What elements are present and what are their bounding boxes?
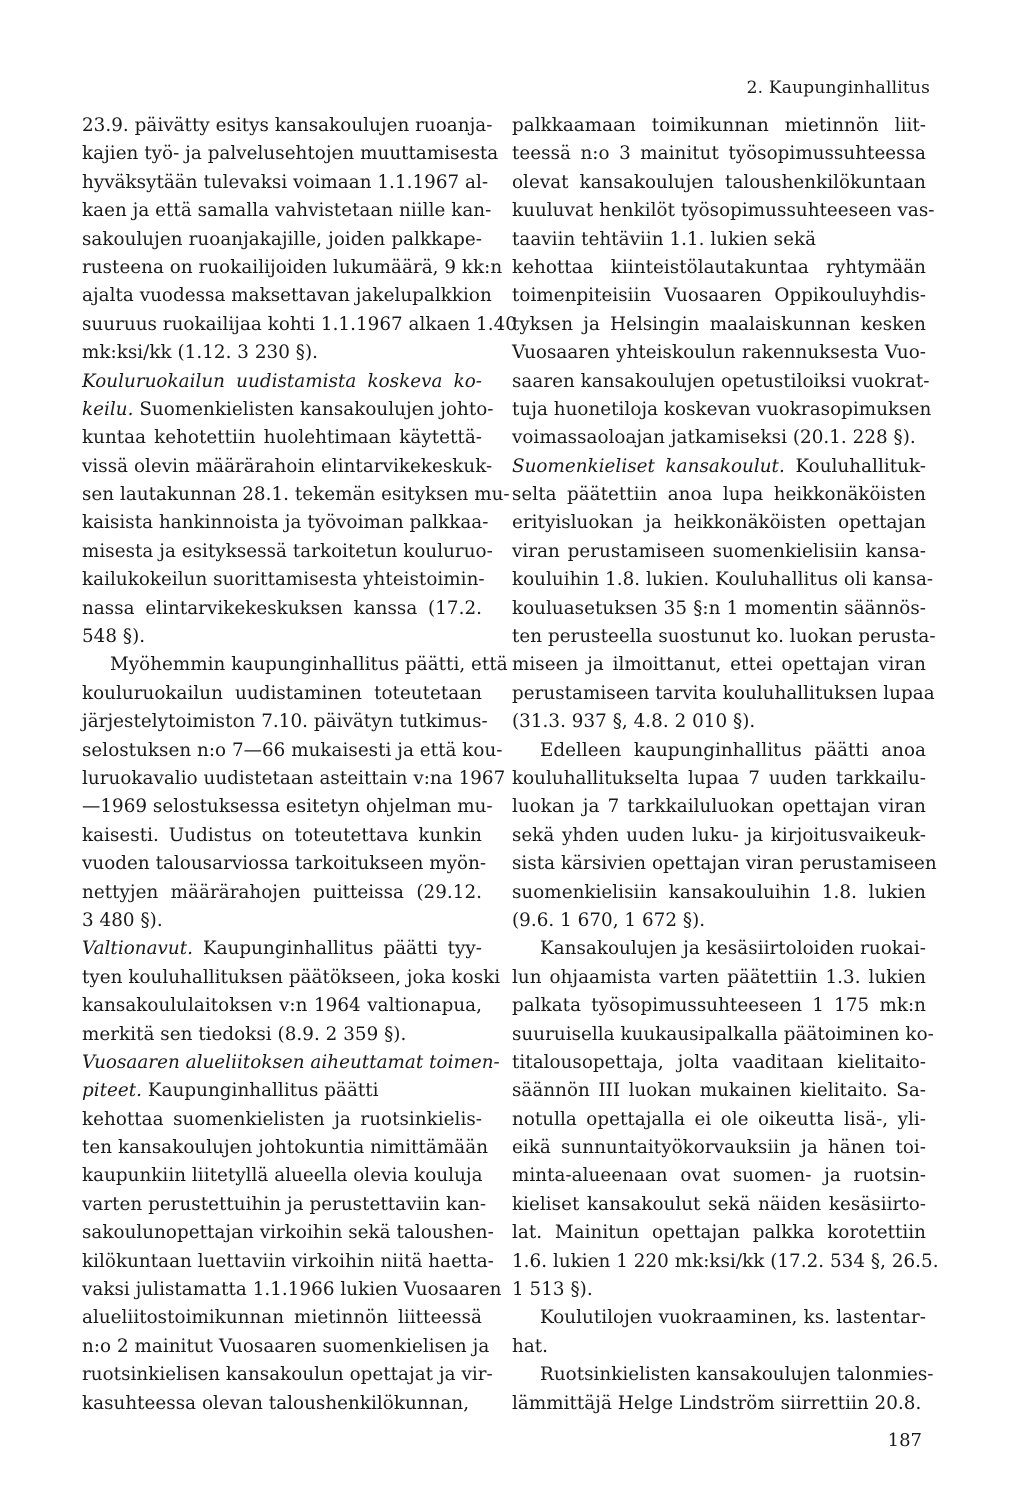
- text-line: [512, 850, 937, 878]
- line-text: kailukokeilun suorittamisesta yhteistoimin-: [82, 569, 485, 591]
- line-text: lun ohjaamista varten päätettiin 1.3. lukien: [512, 966, 926, 988]
- text-line: [82, 1021, 482, 1049]
- text-line: [512, 1021, 934, 1049]
- italic-heading: piteet.: [82, 1080, 143, 1102]
- text-line: [512, 935, 926, 963]
- line-text: järjestelytoimiston 7.10. päivätyn tutkimus-: [82, 711, 488, 733]
- line-text: Kouluhallituk-: [784, 455, 926, 477]
- line-text: 23.9. päivätty esitys kansakoulujen ruoanja-: [82, 115, 493, 136]
- text-line: [82, 1106, 482, 1134]
- line-text: selta päätettiin anoa lupa heikkonäköisten: [512, 484, 926, 506]
- text-line: [82, 680, 482, 708]
- text-line: [512, 169, 926, 197]
- line-text: kouluruokailun uudistaminen toteutetaan: [82, 682, 482, 704]
- line-text: kuuluvat henkilöt työsopimussuhteeseen vas-: [512, 200, 935, 222]
- line-text: sakoulujen ruoanjakajille, joiden palkkape-: [82, 228, 482, 250]
- line-text: tuja huonetiloja koskevan vuokrasopimuksen: [512, 398, 932, 420]
- text-line: [82, 1276, 502, 1304]
- text-line: [82, 1077, 482, 1105]
- line-text: kouluhallitukselta lupaa 7 uuden tarkkailu-: [512, 767, 926, 789]
- text-line: [512, 566, 934, 594]
- text-line: [512, 822, 926, 850]
- line-text: vissä olevin määrärahoin elintarvikekeskuk-: [82, 455, 493, 477]
- text-line: [512, 1219, 926, 1247]
- line-text: hat.: [512, 1335, 549, 1357]
- text-line: [82, 1191, 487, 1219]
- text-line: [82, 424, 482, 452]
- text-line: [512, 368, 930, 396]
- text-line: [82, 595, 482, 623]
- text-line: [82, 1304, 482, 1332]
- text-line: [512, 708, 926, 736]
- line-text: kaen ja että samalla vahvistetaan niille kan-: [82, 200, 492, 222]
- text-line: [512, 396, 932, 424]
- line-text: viran perustamiseen suomenkielisiin kansa-: [512, 540, 926, 562]
- text-line: [82, 1162, 482, 1190]
- text-line: [82, 226, 482, 254]
- text-line: [512, 311, 926, 339]
- text-line: [512, 964, 926, 992]
- page-number: 187: [887, 1430, 922, 1451]
- line-text: 3 480 §).: [82, 909, 163, 931]
- text-line: [82, 935, 482, 963]
- line-text: —1969 selostuksessa esitetyn ohjelman mu-: [82, 796, 493, 818]
- text-line: [82, 197, 492, 225]
- text-line: [82, 1134, 489, 1162]
- text-line: [82, 765, 506, 793]
- text-line: [82, 737, 503, 765]
- line-text: tyksen ja Helsingin maalaiskunnan kesken: [512, 313, 926, 335]
- text-line: [512, 197, 935, 225]
- line-text: kehottaa suomenkielisten ja ruotsinkielis-: [82, 1108, 482, 1130]
- text-line: [512, 453, 926, 481]
- line-text: minta-alueenaan ovat suomen- ja ruotsin-: [512, 1165, 926, 1187]
- text-line: [82, 651, 508, 679]
- text-line: [512, 1134, 926, 1162]
- line-text: ten kansakoulujen johtokuntia nimittämään: [82, 1137, 489, 1159]
- line-text: kouluihin 1.8. lukien. Kouluhallitus oli kansa-: [512, 569, 934, 591]
- text-line: [512, 1390, 926, 1418]
- line-text: kehottaa kiinteistölautakuntaa ryhtymään: [512, 256, 926, 278]
- line-text: suomenkielisiin kansakouluihin 1.8. lukien: [512, 881, 926, 903]
- italic-heading: Suomenkieliset kansakoulut.: [512, 455, 785, 477]
- line-text: Myöhemmin kaupunginhallitus päätti, että: [110, 654, 508, 676]
- line-text: nassa elintarvikekeskuksen kanssa (17.2.: [82, 597, 482, 619]
- line-text: 548 §).: [82, 626, 146, 648]
- line-text: luruokavalio uudistetaan asteittain v:na 1967: [82, 767, 506, 789]
- text-line: [82, 1361, 493, 1389]
- line-text: palkkaamaan toimikunnan mietinnön liit-: [512, 115, 926, 136]
- line-text: kasuhteessa olevan taloushenkilökunnan,: [82, 1392, 470, 1414]
- line-text: titalousopettaja, jolta vaaditaan kielitaito-: [512, 1051, 926, 1073]
- text-line: [82, 708, 488, 736]
- text-line: [512, 509, 926, 537]
- line-text: 1 513 §).: [512, 1279, 593, 1301]
- text-line: [512, 907, 926, 935]
- line-text: alueliitostoimikunnan mietinnön liitteessä: [82, 1307, 482, 1329]
- text-line: [512, 680, 935, 708]
- text-line: [82, 822, 482, 850]
- text-line: [82, 538, 493, 566]
- line-text: luokan ja 7 tarkkailuluokan opettajan viran: [512, 796, 926, 818]
- line-text: toimenpiteisiin Vuosaaren Oppikouluyhdis-: [512, 285, 926, 307]
- line-text: taaviin tehtäviin 1.1. lukien sekä: [512, 228, 817, 250]
- text-line: [82, 282, 492, 310]
- line-text: saaren kansakoulujen opetustiloiksi vuokrat-: [512, 370, 930, 392]
- line-text: misesta ja esityksessä tarkoitetun kouluruo-: [82, 540, 493, 562]
- line-text: (31.3. 937 §, 4.8. 2 010 §).: [512, 711, 756, 733]
- text-line: [82, 140, 499, 168]
- text-line: [82, 311, 517, 339]
- text-line: [82, 964, 501, 992]
- line-text: vaksi julistamatta 1.1.1966 lukien Vuosaaren: [82, 1279, 502, 1301]
- text-line: [512, 254, 926, 282]
- line-text: miseen ja ilmoittanut, ettei opettajan viran: [512, 654, 926, 676]
- italic-heading: Valtionavut.: [82, 938, 194, 960]
- text-line: [512, 1361, 934, 1389]
- text-line: [512, 1077, 926, 1105]
- line-text: nettyjen määrärahojen puitteissa (29.12.: [82, 881, 482, 903]
- line-text: kieliset kansakoulut sekä näiden kesäsiirto-: [512, 1193, 926, 1215]
- text-line: [512, 424, 926, 452]
- text-line: [512, 737, 926, 765]
- left-column: [82, 112, 517, 1418]
- running-header: 2. Kaupunginhallitus: [746, 78, 930, 98]
- text-line: [82, 453, 493, 481]
- text-line: [82, 623, 482, 651]
- line-text: kuntaa kehotettiin huolehtimaan käytettä-: [82, 427, 482, 449]
- line-text: voimassaoloajan jatkamiseksi (20.1. 228 §).: [512, 427, 916, 449]
- line-text: n:o 2 mainitut Vuosaaren suomenkielisen ja: [82, 1335, 490, 1357]
- line-text: Suomenkielisten kansakoulujen johto-: [133, 398, 494, 420]
- line-text: olevat kansakoulujen taloushenkilökuntaan: [512, 171, 926, 193]
- text-line: [82, 368, 482, 396]
- text-line: [82, 169, 489, 197]
- line-text: (9.6. 1 670, 1 672 §).: [512, 909, 706, 931]
- text-line: [82, 481, 510, 509]
- text-line: [82, 339, 482, 367]
- line-text: sakoulunopettajan virkoihin sekä taloushen-: [82, 1222, 494, 1244]
- line-text: mk:ksi/kk (1.12. 3 230 §).: [82, 342, 318, 364]
- line-text: Kaupunginhallitus päätti tyy-: [193, 938, 482, 960]
- line-text: ruotsinkielisen kansakoulun opettajat ja vir-: [82, 1364, 493, 1386]
- text-line: [512, 623, 936, 651]
- text-line: [82, 566, 485, 594]
- line-text: kaupunkiin liitetyllä alueella olevia kouluja: [82, 1165, 483, 1187]
- line-text: notulla opettajalla ei ole oikeutta lisä-, yli-: [512, 1108, 926, 1130]
- line-text: kajien työ- ja palvelusehtojen muuttamisesta: [82, 143, 499, 165]
- italic-heading: keilu.: [82, 398, 134, 420]
- line-text: Ruotsinkielisten kansakoulujen talonmies-: [540, 1364, 934, 1386]
- line-text: suuruisella kuukausipalkalla päätoiminen ko-: [512, 1023, 934, 1045]
- line-text: 1.6. lukien 1 220 mk:ksi/kk (17.2. 534 §, 26.5.: [512, 1250, 939, 1272]
- text-line: [512, 1248, 939, 1276]
- line-text: kansakoululaitoksen v:n 1964 valtionapua,: [82, 995, 482, 1017]
- line-text: tyen kouluhallituksen päätökseen, joka koski: [82, 966, 501, 988]
- text-line: [82, 1248, 494, 1276]
- text-line: [512, 1106, 926, 1134]
- line-text: Vuosaaren yhteiskoulun rakennuksesta Vuo-: [512, 342, 926, 364]
- text-line: [82, 992, 482, 1020]
- line-text: sista kärsivien opettajan viran perustamiseen: [512, 853, 937, 875]
- line-text: Koulutilojen vuokraaminen, ks. lastentar-: [540, 1307, 926, 1329]
- text-line: [82, 879, 482, 907]
- line-text: perustamiseen tarvita kouluhallituksen lupaa: [512, 682, 935, 704]
- text-line: [512, 765, 926, 793]
- line-text: selostuksen n:o 7—66 mukaisesti ja että kou-: [82, 739, 503, 761]
- text-line: [82, 1390, 482, 1418]
- text-line: [82, 850, 487, 878]
- text-line: [512, 992, 926, 1020]
- text-line: [512, 226, 926, 254]
- line-text: kilökuntaan luettaviin virkoihin niitä haetta-: [82, 1250, 494, 1272]
- line-text: rusteena on ruokailijoiden lukumäärä, 9 kk:n: [82, 256, 503, 278]
- line-text: lämmittäjä Helge Lindström siirrettiin 20.8.: [512, 1392, 922, 1414]
- line-text: lat. Mainitun opettajan palkka korotettiin: [512, 1222, 926, 1244]
- line-text: palkata työsopimussuhteeseen 1 175 mk:n: [512, 995, 926, 1017]
- text-line: [512, 1276, 926, 1304]
- text-line: [512, 879, 926, 907]
- text-line: [512, 1162, 926, 1190]
- line-text: eikä sunnuntaityökorvauksiin ja hänen toi-: [512, 1137, 926, 1159]
- line-text: säännön III luokan mukainen kielitaito. Sa-: [512, 1080, 926, 1102]
- text-line: [82, 1219, 494, 1247]
- text-line: [512, 481, 926, 509]
- text-line: [512, 1049, 926, 1077]
- line-text: hyväksytään tulevaksi voimaan 1.1.1967 al-: [82, 171, 489, 193]
- text-line: [512, 1304, 926, 1332]
- line-text: teessä n:o 3 mainitut työsopimussuhteessa: [512, 143, 926, 165]
- line-text: sen lautakunnan 28.1. tekemän esityksen mu-: [82, 484, 510, 506]
- italic-heading: Vuosaaren alueliitoksen aiheuttamat toimen-: [82, 1051, 500, 1073]
- text-line: [82, 396, 494, 424]
- text-line: [82, 1049, 500, 1077]
- line-text: varten perustettuihin ja perustettaviin kan-: [82, 1193, 487, 1215]
- text-line: [512, 140, 926, 168]
- line-text: Kaupunginhallitus päätti: [142, 1080, 379, 1102]
- text-line: [82, 509, 489, 537]
- line-text: Edelleen kaupunginhallitus päätti anoa: [540, 739, 926, 761]
- line-text: suuruus ruokailijaa kohti 1.1.1967 alkaen 1.40: [82, 313, 517, 335]
- line-text: ten perusteella suostunut ko. luokan perusta-: [512, 626, 936, 648]
- line-text: vuoden talousarviossa tarkoitukseen myön-: [82, 853, 487, 875]
- line-text: kaisista hankinnoista ja työvoiman palkkaa-: [82, 512, 489, 534]
- text-line: [512, 595, 926, 623]
- line-text: sekä yhden uuden luku- ja kirjoitusvaikeuk-: [512, 824, 926, 846]
- line-text: erityisluokan ja heikkonäköisten opettajan: [512, 512, 926, 534]
- text-line: [82, 254, 503, 282]
- text-line: [82, 907, 482, 935]
- line-text: kaisesti. Uudistus on toteutettava kunkin: [82, 824, 482, 846]
- text-line: [512, 538, 926, 566]
- text-line: [512, 339, 926, 367]
- line-text: Kansakoulujen ja kesäsiirtoloiden ruokai-: [540, 938, 926, 960]
- right-column: [512, 112, 939, 1418]
- text-line: [512, 1333, 926, 1361]
- text-line: [512, 1191, 926, 1219]
- text-line: [82, 793, 493, 821]
- text-line: [512, 651, 926, 679]
- line-text: merkitä sen tiedoksi (8.9. 2 359 §).: [82, 1023, 407, 1045]
- line-text: kouluasetuksen 35 §:n 1 momentin säännös-: [512, 597, 926, 619]
- text-line: [82, 1333, 490, 1361]
- text-line: [512, 112, 926, 140]
- line-text: ajalta vuodessa maksettavan jakelupalkkion: [82, 285, 492, 307]
- text-line: [82, 112, 493, 140]
- text-line: [512, 793, 926, 821]
- text-line: [512, 282, 926, 310]
- italic-heading: Kouluruokailun uudistamista koskeva ko-: [82, 370, 482, 392]
